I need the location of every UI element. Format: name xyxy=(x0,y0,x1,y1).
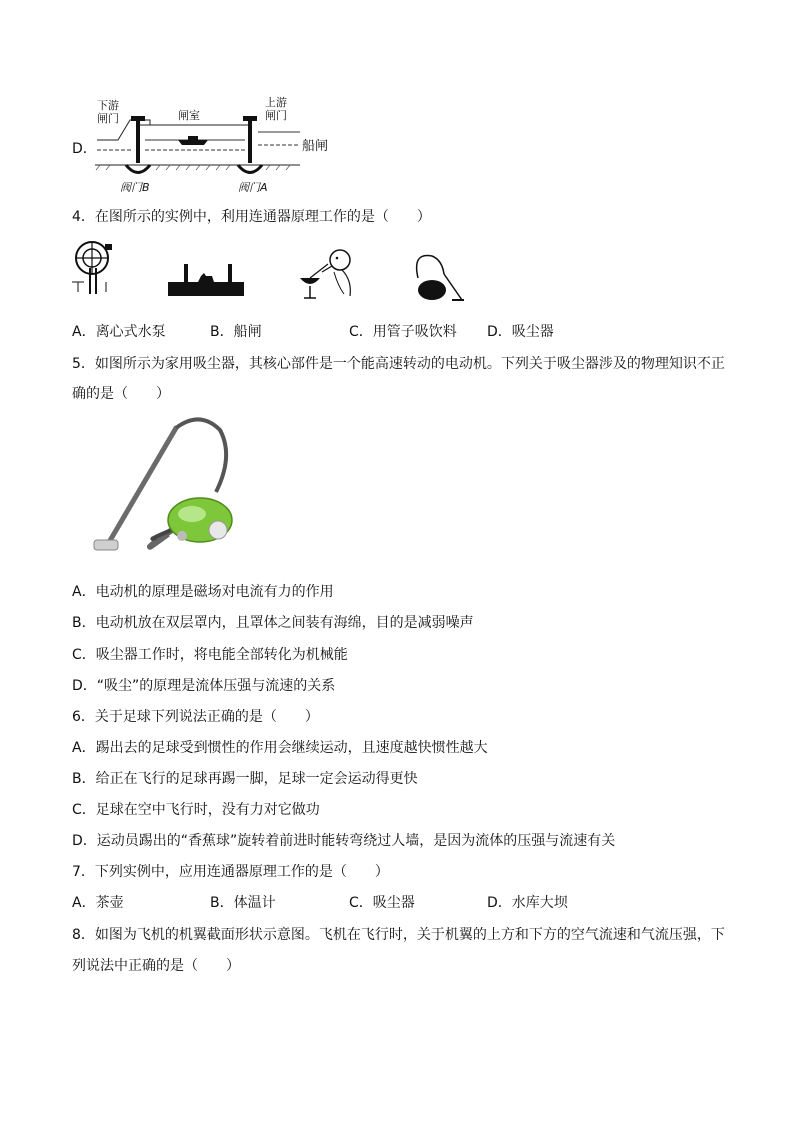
q7-option-c[interactable]: C．吸尘器 xyxy=(349,895,415,911)
valve-a-label: 阀门A xyxy=(238,181,268,194)
upstream-gate-label-2: 闸门 xyxy=(265,109,287,122)
q3-option-d-label: D． xyxy=(72,141,97,157)
q5-option-b[interactable]: B．电动机放在双层罩内，且罩体之间装有海绵，目的是减弱噪声 xyxy=(72,615,474,631)
q4-option-b[interactable]: B．船闸 xyxy=(210,324,262,340)
q4-option-c[interactable]: C．用管子吸饮料 xyxy=(349,324,457,340)
q7-option-a[interactable]: A．茶壶 xyxy=(72,895,124,911)
q4-stem: 4．在图所示的实例中，利用连通器原理工作的是（ ） xyxy=(72,209,431,225)
q5-option-c[interactable]: C．吸尘器工作时，将电能全部转化为机械能 xyxy=(72,647,348,663)
q8-stem-line-2: 列说法中正确的是（ ） xyxy=(72,958,240,974)
q5-option-d[interactable]: D．“吸尘”的原理是流体压强与流速的关系 xyxy=(72,678,336,694)
q6-option-a[interactable]: A．踢出去的足球受到惯性的作用会继续运动，且速度越快惯性越大 xyxy=(72,740,488,756)
q8-stem-line-1: 8．如图为飞机的机翼截面形状示意图。飞机在飞行时，关于机翼的上方和下方的空气流速和气流压强，下 xyxy=(72,927,725,943)
q5-stem-line-2: 确的是（ ） xyxy=(72,386,170,402)
vacuum-cleaner-photo xyxy=(88,416,238,566)
q6-stem: 6．关于足球下列说法正确的是（ ） xyxy=(72,709,319,725)
q6-option-b[interactable]: B．给正在飞行的足球再踢一脚，足球一定会运动得更快 xyxy=(72,771,418,787)
ship-lock-drawing xyxy=(0,0,794,200)
drinking-straw-icon xyxy=(298,246,360,302)
q5-option-a[interactable]: A．电动机的原理是磁场对电流有力的作用 xyxy=(72,584,334,600)
q7-option-b[interactable]: B．体温计 xyxy=(210,895,276,911)
q4-option-d[interactable]: D．吸尘器 xyxy=(487,324,554,340)
ship-lock-caption: 船闸 xyxy=(302,139,329,154)
centrifugal-pump-icon xyxy=(72,238,118,298)
ship-lock-icon xyxy=(168,262,244,298)
upstream-gate-label-1: 上游 xyxy=(265,96,287,109)
q7-stem: 7．下列实例中，应用连通器原理工作的是（ ） xyxy=(72,864,389,880)
q6-option-c[interactable]: C．足球在空中飞行时，没有力对它做功 xyxy=(72,802,320,818)
q7-option-d[interactable]: D．水库大坝 xyxy=(487,895,568,911)
q6-option-d[interactable]: D．运动员踢出的“香蕉球”旋转着前进时能转弯绕过人墙，是因为流体的压强与流速有关 xyxy=(72,833,616,849)
downstream-gate-label-1: 下游 xyxy=(97,99,119,112)
chamber-label: 闸室 xyxy=(178,109,200,122)
q4-option-a[interactable]: A．离心式水泵 xyxy=(72,324,166,340)
q5-stem-line-1: 5．如图所示为家用吸尘器，其核心部件是一个能高速转动的电动机。下列关于吸尘器涉及的物理知识不正 xyxy=(72,356,725,372)
vacuum-cleaner-icon xyxy=(408,250,464,302)
downstream-gate-label-2: 闸门 xyxy=(97,112,119,125)
valve-b-label: 阀门B xyxy=(120,181,150,194)
